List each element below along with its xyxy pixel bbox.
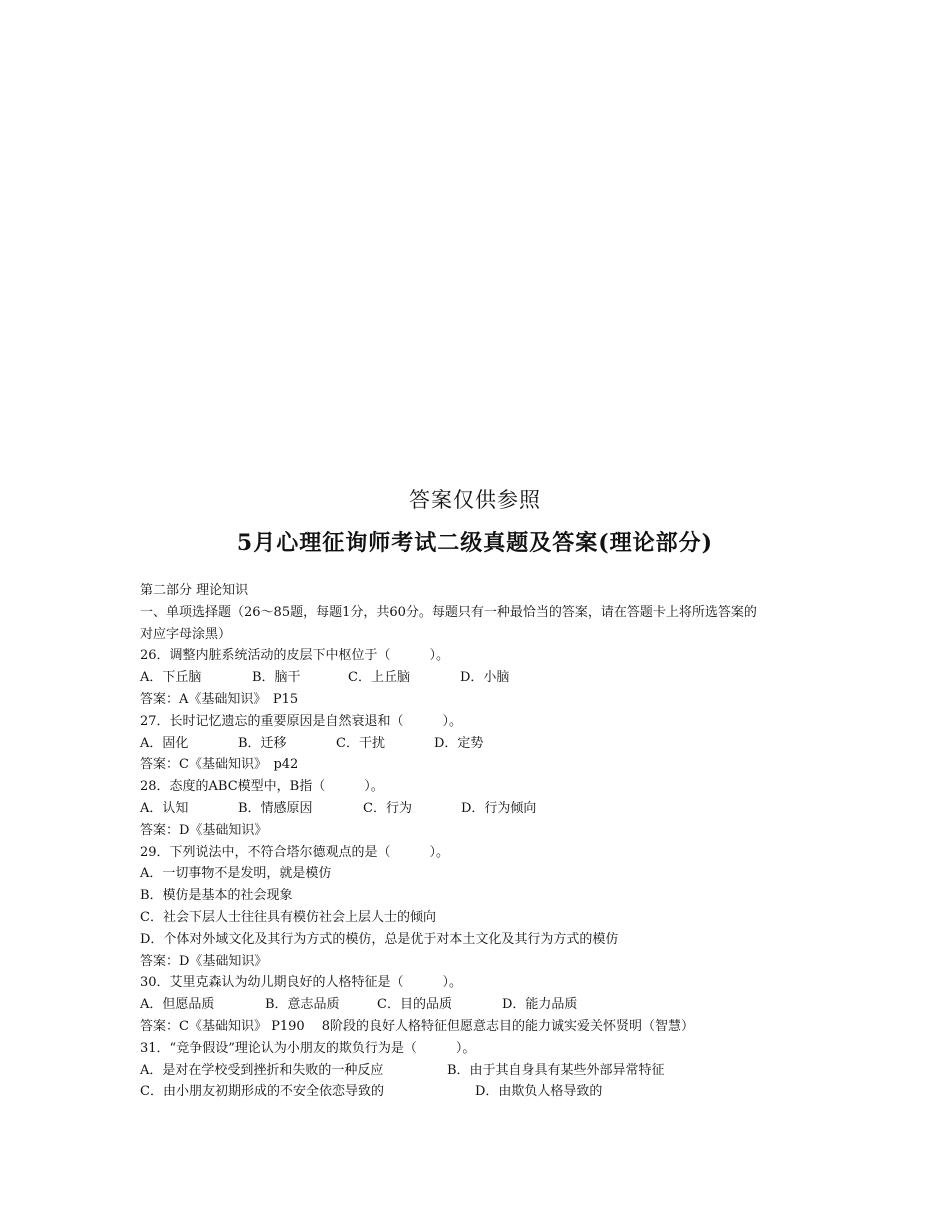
question-30-answer: 答案：C《基础知识》 P190 8阶段的良好人格特征但愿意志目的能力诚实爱关怀贤明（智慧） [140, 1018, 695, 1034]
option-d: D．定势 [434, 735, 484, 751]
option-c: C．干扰 [336, 735, 385, 751]
option-b: B．由于其自身具有某些外部异常特征 [447, 1062, 665, 1078]
page-title: 5月心理征询师考试二级真题及答案(理论部分) [236, 530, 714, 556]
option-b: B．模仿是基本的社会现象 [140, 888, 293, 904]
option-a: A．认知 [140, 800, 189, 816]
header-note: 答案仅供参照 [409, 488, 541, 512]
option-b: B．脑干 [252, 670, 301, 686]
instructions-line-2: 对应字母涂黑） [140, 626, 232, 642]
option-d: D．小脑 [460, 670, 510, 686]
question-29-stem: 29．下列说法中，不符合塔尔德观点的是（ ）。 [140, 844, 450, 860]
option-c: C．由小朋友初期形成的不安全依恋导致的 [140, 1084, 384, 1100]
question-28-stem: 28．态度的ABC模型中，B指（ ）。 [140, 779, 384, 795]
question-27-stem: 27．长时记忆遗忘的重要原因是自然衰退和（ ）。 [140, 713, 463, 729]
option-b: B．迁移 [238, 735, 287, 751]
question-26-options [140, 667, 830, 689]
question-26-stem: 26．调整内脏系统活动的皮层下中枢位于（ ）。 [140, 648, 450, 664]
question-28-answer: 答案：D《基础知识》 [140, 822, 268, 838]
question-28-options [140, 798, 830, 820]
question-31-stem: 31．“竞争假设”理论认为小朋友的欺负行为是（ ）。 [140, 1040, 476, 1056]
question-27-options [140, 733, 830, 755]
question-26-answer: 答案：A《基础知识》 P15 [140, 691, 299, 707]
option-b: B．意志品质 [265, 997, 340, 1013]
option-d: D．行为倾向 [461, 800, 537, 816]
instructions-line-1: 一、单项选择题（26～85题，每题1分，共60分。每题只有一种最恰当的答案，请在答题卡上将所选答案的 [140, 604, 757, 620]
option-d: D．能力品质 [502, 997, 578, 1013]
option-d: D．个体对外域文化及其行为方式的模仿，总是优于对本土文化及其行为方式的模仿 [140, 931, 619, 947]
option-d: D．由欺负人格导致的 [475, 1084, 603, 1100]
question-30-options [140, 994, 830, 1016]
document-body [140, 580, 830, 1103]
option-b: B．情感原因 [238, 800, 313, 816]
option-a: A．但愿品质 [140, 997, 215, 1013]
option-c: C．行为 [363, 800, 412, 816]
question-30-stem: 30．艾里克森认为幼儿期良好的人格特征是（ ）。 [140, 975, 463, 991]
question-31-options-row-2 [140, 1081, 830, 1103]
option-c: C．社会下层人士往往具有模仿社会上层人士的倾向 [140, 909, 436, 925]
question-31-options-row-1 [140, 1060, 830, 1082]
option-a: A．固化 [140, 735, 189, 751]
option-a: A．下丘脑 [140, 670, 202, 686]
option-a: A．一切事物不是发明，就是模仿 [140, 866, 332, 882]
option-a: A．是对在学校受到挫折和失败的一种反应 [140, 1062, 384, 1078]
option-c: C．目的品质 [377, 997, 452, 1013]
question-29-answer: 答案：D《基础知识》 [140, 953, 268, 969]
question-27-answer: 答案：C《基础知识》 p42 [140, 757, 299, 773]
section-heading: 第二部分 理论知识 [140, 583, 249, 598]
option-c: C．上丘脑 [348, 670, 410, 686]
